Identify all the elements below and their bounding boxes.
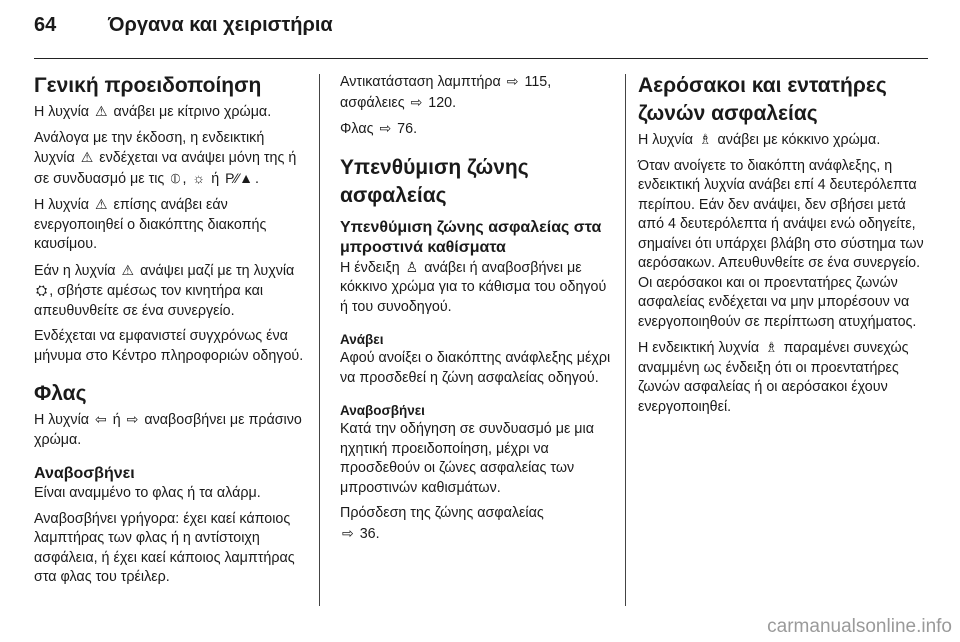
page-title: Όργανα και χειριστήρια (108, 14, 333, 36)
warning-triangle-icon: ⚠ (121, 261, 135, 278)
engine-icon: ⛭ (36, 282, 48, 298)
arrow-icon: ⇨ (379, 120, 392, 136)
subheading: Υπενθύμιση ζώνης ασφαλείας στα μπροστινά καθίσματα (340, 218, 602, 256)
paragraph: Είναι αναμμένο το φλας ή τα αλάρμ. (34, 485, 261, 501)
subheading: Ανάβει (340, 332, 384, 347)
paragraph: Εάν η λυχνία ⚠ ανάψει μαζί με τη λυχνία ⛭ , σβήστε αμέσως τον κινητήρα και απευθυνθείτε σε ένα συνεργείο. (34, 261, 295, 319)
page-header (34, 14, 333, 44)
header-rule (34, 58, 928, 59)
paragraph: Ενδέχεται να εμφανιστεί συγχρόνως ένα μήνυμα στο Κέντρο πληροφοριών οδηγού. (34, 328, 304, 364)
warning-triangle-icon: ⚠ (95, 196, 108, 212)
paragraph: Αντικατάσταση λαμπτήρα ⇨ 115, ασφάλειες ⇨ 120. (340, 73, 552, 111)
column-2 (340, 72, 612, 550)
paragraph: Η λυχνία ⚠ επίσης ανάβει εάν ενεργοποιηθεί ο διακόπτης διακοπής καυσίμου. (34, 196, 267, 252)
park-light-icon: ☼ (192, 169, 206, 186)
paragraph: Πρόσδεση της ζώνης ασφαλείας ⇨ 36. (340, 505, 544, 542)
paragraph: Φλας ⇨ 76. (340, 120, 418, 137)
seatbelt-icon: ♙ (405, 258, 419, 275)
arrow-icon: ⇨ (506, 73, 519, 89)
warning-triangle-icon: ⚠ (95, 103, 108, 119)
page-number: 64 (34, 14, 57, 36)
paragraph: Η λυχνία ⇦ ή ⇨ αναβοσβήνει με πράσινο χρώμα. (34, 411, 302, 448)
watermark: carmanualsonline.info (767, 616, 952, 637)
section-heading: Φλας (34, 382, 87, 405)
paragraph: Όταν ανοίγετε το διακόπτη ανάφλεξης, η ενδεικτική λυχνία ανάβει επί 4 δευτερόλεπτα περίπου. Εάν δεν ανάψει, δεν σβήσει μετά από 4 δευτερόλεπτα ή ανάψει ενώ οδηγείτε, σημαίνει ότι υπάρχει βλάβη στο σύστημα των αερόσακων. Απευθυνθείτε σε ένα συνεργείο. Οι αερόσακοι και οι προεντατήρες ζωνών ασφαλείας ενδέχεται να μην μπορέσουν να ενεργοποιηθούν σε περίπτωση ατυχήματος. (638, 157, 924, 330)
airbag-icon: ♗ (699, 131, 712, 147)
column-divider (319, 74, 320, 606)
paragraph: Η ένδειξη ♙ ανάβει ή αναβοσβήνει με κόκκινο χρώμα για το κάθισμα του οδηγού ή του συνοδηγού. (340, 258, 607, 315)
rear-fog-icon: ⦶ (170, 169, 181, 186)
section-heading: Αερόσακοι και εντατήρες ζωνών ασφαλείας (638, 74, 887, 125)
arrow-icon: ⇨ (410, 93, 423, 110)
column-divider (625, 74, 626, 606)
warning-triangle-icon: ⚠ (80, 149, 94, 165)
subheading: Αναβοσβήνει (340, 403, 425, 418)
paragraph: Αναβοσβήνει γρήγορα: έχει καεί κάποιος λαμπτήρας των φλας ή η αντίστοιχη ασφάλεια, ή έχει καεί κάποιος λαμπτήρας στα φλας του τρέιλερ. (34, 510, 295, 585)
section-heading: Υπενθύμιση ζώνης ασφαλείας (340, 155, 529, 207)
turn-signal-icon: ⇦ (95, 411, 107, 427)
section-heading: Γενική προειδοποίηση (34, 74, 262, 97)
subheading: Αναβοσβήνει (34, 465, 135, 482)
paragraph: Η λυχνία ♗ ανάβει με κόκκινο χρώμα. (638, 131, 881, 148)
lights-icon: P⁄⁄▲ (225, 169, 254, 186)
column-1 (34, 72, 306, 594)
paragraph: Αφού ανοίξει ο διακόπτης ανάφλεξης μέχρι να προσδεθεί η ζώνη ασφαλείας οδηγού. (340, 350, 611, 386)
column-3 (638, 72, 930, 423)
paragraph: Κατά την οδήγηση σε συνδυασμό με μια ηχητική προειδοποίηση, μέχρι να προσδεθούν οι ζώνες ασφαλείας των μπροστινών καθισμάτων. (340, 421, 594, 496)
paragraph: Η ενδεικτική λυχνία ♗ παραμένει συνεχώς αναμμένη ως ένδειξη ότι οι προεντατήρες ζωνών ασφαλείας ή οι αερόσακοι έχουν ενεργοποιηθεί. (638, 339, 909, 415)
airbag-icon: ♗ (765, 339, 778, 355)
paragraph: Η λυχνία ⚠ ανάβει με κίτρινο χρώμα. (34, 103, 272, 120)
paragraph: Ανάλογα με την έκδοση, η ενδεικτική λυχνία ⚠ ενδέχεται να ανάψει μόνη της ή σε συνδυασμό με τις ⦶ , ☼ ή P⁄⁄▲ . (34, 129, 297, 187)
arrow-icon: ⇨ (342, 524, 354, 541)
turn-signal-icon: ⇨ (126, 411, 139, 427)
